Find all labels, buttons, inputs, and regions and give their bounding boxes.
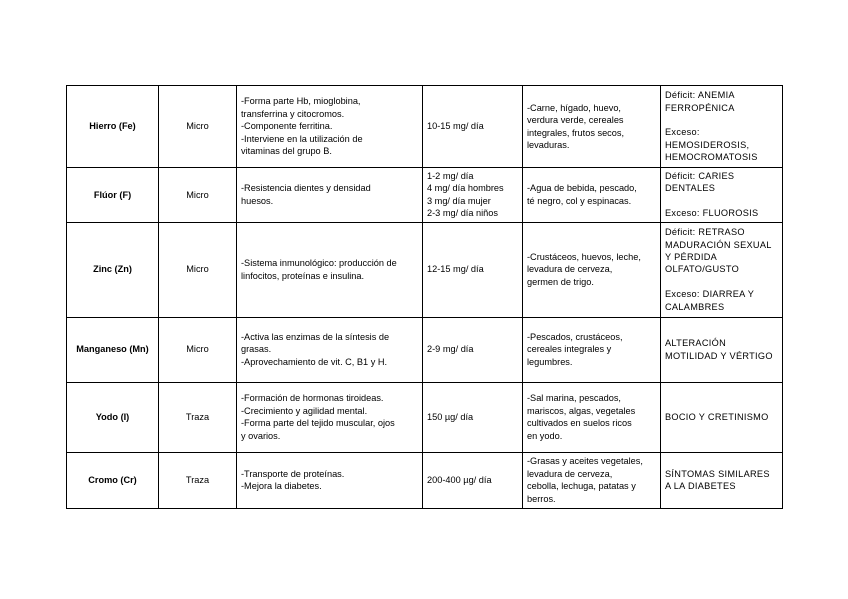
table-row [67,222,783,317]
cell-line: ALTERACIÓN [665,338,727,349]
cell-line: -Componente ferritina. [241,121,333,132]
effects-cell [661,86,783,168]
dose-cell [423,86,523,168]
cell-line: Exceso: [665,127,700,138]
cell-line: cultivados en suelos ricos [527,418,632,429]
sources-cell [523,382,661,452]
cell-line: -Activa las enzimas de la síntesis de [241,332,390,343]
dose-cell [423,222,523,317]
functions-cell [237,168,423,223]
cell-line: en yodo. [527,430,563,441]
mineral-name-cell: Hierro (Fe) [67,86,159,168]
sources-cell [523,222,661,317]
cell-line: SÍNTOMAS SIMILARES [665,468,770,479]
cell-line: grasas. [241,344,272,355]
table-row [67,86,783,168]
cell-line: germen de trigo. [527,276,594,287]
functions-cell [237,222,423,317]
cell-line: -Mejora la diabetes. [241,481,322,492]
dose-cell [423,452,523,508]
line-gap [665,114,778,126]
mineral-name-cell: Yodo (I) [67,382,159,452]
cell-line: levadura de cerveza, [527,264,613,275]
functions-cell [237,452,423,508]
mineral-type-cell: Traza [159,452,237,508]
cell-line: -Formación de hormonas tiroideas. [241,393,384,404]
minerals-table-body [67,86,783,509]
cell-line: verdura verde, cereales [527,115,624,126]
cell-line: -Interviene en la utilización de [241,133,363,144]
cell-line: CALAMBRES [665,301,725,312]
table-row [67,317,783,382]
effects-cell [661,168,783,223]
cell-line: FERROPÉNICA [665,102,735,113]
effects-cell [661,452,783,508]
cell-line: -Agua de bebida, pescado, [527,183,637,194]
functions-cell [237,317,423,382]
effects-cell [661,317,783,382]
mineral-name-cell: Zinc (Zn) [67,222,159,317]
cell-line: -Forma parte del tejido muscular, ojos [241,418,395,429]
cell-line: A LA DIABETES [665,481,736,492]
cell-line: -Transporte de proteínas. [241,468,345,479]
mineral-type-cell: Micro [159,222,237,317]
dose-cell [423,382,523,452]
cell-line: cereales integrales y [527,344,612,355]
cell-line: -Grasas y aceites vegetales, [527,456,643,467]
cell-line: BOCIO Y CRETINISMO [665,411,769,422]
cell-line: 10-15 mg/ día [427,121,484,132]
sources-cell [523,452,661,508]
mineral-type-cell: Micro [159,86,237,168]
cell-line: 3 mg/ día mujer [427,195,491,206]
cell-line: -Resistencia dientes y densidad [241,183,371,194]
mineral-name-cell: Manganeso (Mn) [67,317,159,382]
mineral-name-cell: Cromo (Cr) [67,452,159,508]
cell-line: -Forma parte Hb, mioglobina, [241,96,361,107]
minerals-table [66,85,783,509]
cell-line: HEMOCROMATOSIS [665,152,758,163]
cell-line: integrales, frutos secos, [527,127,625,138]
cell-line: linfocitos, proteínas e insulina. [241,270,365,281]
table-row [67,168,783,223]
cell-line: Déficit: CARIES [665,171,735,181]
line-gap [665,276,778,288]
cell-line: HEMOSIDEROSIS, [665,139,750,150]
functions-cell [237,86,423,168]
cell-line: -Crecimiento y agilidad mental. [241,405,368,416]
cell-line: 200-400 µg/ día [427,474,492,485]
cell-line: 2-3 mg/ día niños [427,208,498,219]
cell-line: -Carne, hígado, huevo, [527,102,621,113]
cell-line: mariscos, algas, vegetales [527,405,636,416]
cell-line: vitaminas del grupo B. [241,146,332,157]
cell-line: levadura de cerveza, [527,468,613,479]
cell-line: té negro, col y espinacas. [527,195,632,206]
sources-cell [523,86,661,168]
table-row [67,382,783,452]
cell-line: 4 mg/ día hombres [427,183,504,194]
table-row [67,452,783,508]
cell-line: Y PÉRDIDA [665,252,718,263]
cell-line: 2-9 mg/ día [427,344,474,355]
cell-line: -Sistema inmunológico: producción de [241,258,397,269]
effects-cell [661,222,783,317]
cell-line: 12-15 mg/ día [427,264,484,275]
cell-line: berros. [527,493,556,504]
dose-cell [423,168,523,223]
mineral-type-cell: Micro [159,317,237,382]
cell-line: Exceso: DIARREA Y [665,289,755,300]
cell-line: transferrina y citocromos. [241,108,345,119]
cell-line: MADURACIÓN SEXUAL [665,239,772,250]
cell-line: 1-2 mg/ día [427,171,474,181]
line-gap [665,195,778,207]
cell-line: levaduras. [527,139,570,150]
mineral-name-cell: Flúor (F) [67,168,159,223]
cell-line: Déficit: RETRASO [665,227,745,238]
cell-line: DENTALES [665,183,716,194]
cell-line: -Sal marina, pescados, [527,393,621,404]
sources-cell [523,168,661,223]
cell-line: OLFATO/GUSTO [665,264,740,275]
effects-cell [661,382,783,452]
cell-line: -Pescados, crustáceos, [527,332,623,343]
cell-line: -Crustáceos, huevos, leche, [527,252,641,263]
dose-cell [423,317,523,382]
cell-line: MOTILIDAD Y VÉRTIGO [665,350,773,361]
cell-line: Exceso: FLUOROSIS [665,208,759,219]
cell-line: legumbres. [527,356,573,367]
cell-line: y ovarios. [241,430,281,441]
mineral-type-cell: Traza [159,382,237,452]
cell-line: cebolla, lechuga, patatas y [527,481,636,492]
cell-line: -Aprovechamiento de vit. C, B1 y H. [241,356,388,367]
functions-cell [237,382,423,452]
cell-line: huesos. [241,195,274,206]
cell-line: Déficit: ANEMIA [665,90,735,101]
mineral-type-cell: Micro [159,168,237,223]
sources-cell [523,317,661,382]
cell-line: 150 µg/ día [427,411,474,422]
